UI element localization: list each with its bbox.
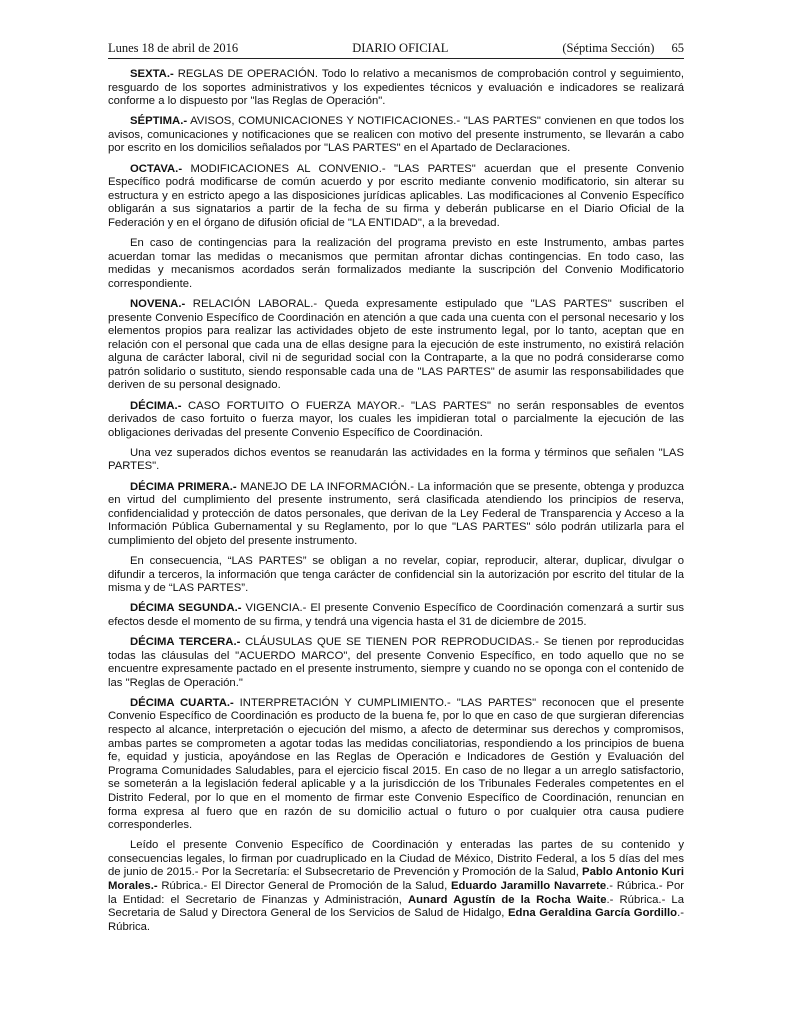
clause-heading: NOVENA.- [130, 297, 186, 310]
clause-text: AVISOS, COMUNICACIONES Y NOTIFICACIONES.- "LAS PARTES" convienen en que todos los avisos, comunicaciones y notificaciones que se realicen con motivo del presente instrumento, se llevarán a cabo por escrito en los domicilios señalados por "LAS PARTES" en el Apartado de Declaraciones. [108, 115, 684, 155]
signatory-name: Eduardo Jaramillo Navarrete [451, 880, 607, 893]
clause-text: CLÁUSULAS QUE SE TIENEN POR REPRODUCIDAS.- Se tienen por reproducidas todas las cláusulas del "ACUERDO MARCO", del presente Convenio Específico, en todo aquello que no se encuentre expresamente pactado en el presente instrumento, siempre y cuando no se oponga con el contenido de las "Reglas de Operación." [108, 635, 684, 689]
page-header [108, 41, 684, 59]
clause-heading: DÉCIMA CUARTA.- [130, 696, 234, 709]
clause-decima-cuarta [108, 697, 684, 833]
clause-heading: OCTAVA.- [130, 162, 183, 175]
signatory-name: Edna Geraldina García Gordillo [508, 907, 678, 920]
paragraph-consecuencia [108, 555, 684, 596]
paragraph-text: En consecuencia, “LAS PARTES” se obligan a no revelar, copiar, reproducir, alterar, duplicar, divulgar o difundir a terceros, la información que tenga carácter de confidencial sin la autorización por escrito del titular de la misma y de “LAS PARTES”. [108, 555, 684, 595]
clause-heading: SÉPTIMA.- [130, 115, 188, 128]
closing-text: .- Rúbrica.- La Secretaria de Salud y Directora General de los Servicios de Salud de Hidalgo, [108, 893, 684, 920]
clause-heading: DÉCIMA TERCERA.- [130, 635, 241, 648]
clause-decima [108, 400, 684, 441]
clause-text: VIGENCIA.- El presente Convenio Específico de Coordinación comenzará a surtir sus efectos desde el momento de su firma, y tendrá una vigencia hasta el 31 de diciembre de 2015. [108, 602, 685, 628]
header-date: Lunes 18 de abril de 2016 [108, 41, 239, 55]
clause-decima-tercera [108, 636, 684, 690]
clause-text: REGLAS DE OPERACIÓN. Todo lo relativo a mecanismos de comprobación control y seguimiento, resguardo de los soportes administrativos y los expedientes técnicos y evaluación e indicadores se realizará conforme a lo dispuesto por "las Reglas de Operación". [108, 68, 684, 108]
closing-text: .- Rúbrica. [108, 907, 684, 933]
clause-text: MODIFICACIONES AL CONVENIO.- "LAS PARTES" acuerdan que el presente Convenio Específico podrá modificarse de común acuerdo y por escrito mediante convenio modificatorio, sin alterar su estructura y en estricto apego a las disposiciones jurídicas aplicables. Las modificaciones al Convenio Específico obligarán a sus signatarios a partir de la fecha de su firma y deberán publicarse en el Diario Oficial de la Federación y en el órgano de difusión oficial de "LA ENTIDAD", a la brevedad. [108, 162, 684, 229]
clause-heading: DÉCIMA.- [130, 399, 182, 412]
header-right [562, 41, 684, 56]
document-page [108, 41, 684, 941]
clause-decima-primera [108, 481, 684, 549]
clause-heading: SEXTA.- [130, 68, 174, 80]
paragraph-contingencias [108, 237, 684, 291]
closing-text: Leído el presente Convenio Específico de Coordinación y enteradas las partes de su contenido y consecuencias legales, lo firman por cuadruplicado en la Ciudad de México, Distrito Federal, a los 5 días del mes de junio de 2015.- Por la Secretaría: el Subsecretario de Prevención y Promoción de la Salud, [108, 839, 684, 879]
clause-sexta [108, 68, 684, 109]
clause-heading: DÉCIMA PRIMERA.- [130, 480, 237, 493]
paragraph-text: Una vez superados dichos eventos se reanudarán las actividades en la forma y términos que señalen "LAS PARTES". [108, 446, 684, 473]
closing-text: .- Rúbrica.- Por la Entidad: el Secretario de Finanzas y Administración, [108, 880, 684, 906]
paragraph-eventos [108, 447, 684, 474]
document-body [108, 68, 684, 934]
clause-text: MANEJO DE LA INFORMACIÓN.- La información que se presente, obtenga y produzca en virtud del cumplimiento del presente instrumento, será clasificada atendiendo los principios de reserva, confidencialidad y protección de datos personales, que derivan de la Ley Federal de Transparencia y Acceso a la Información Pública Gubernamental y su Reglamento, por lo que "LAS PARTES" sólo podrán utilizarla para el cumplimiento del objeto del presente instrumento. [108, 480, 684, 547]
clause-text: INTERPRETACIÓN Y CUMPLIMIENTO.- "LAS PARTES" reconocen que el presente Convenio Específico de Coordinación es producto de la buena fe, por lo que en caso de que surgieran diferencias respecto al alcance, interpretación o ejecución del mismo, a afecto de determinar sus derechos y compromisos, ambas partes se comprometen a agotar todas las medidas conciliatorias, respondiendo a los principios de buena fe, equidad y justicia, apoyándose en las Reglas de Operación e Indicadores de Gestión y Evaluación del Programa Comunidades Saludables, para el ejercicio fiscal 2015. En caso de no llegar a un arreglo satisfactorio, se someterán a la legislación federal aplicable y a la jurisdicción de los Tribunales Federales competentes en el Distrito Federal, por lo que en el momento de firmar este Convenio Específico de Coordinación, renuncian en forma expresa al fuero que en razón de su domicilio actual o futuro o por cualquier otra causa pudiere corresponderles. [108, 696, 684, 832]
paragraph-text: En caso de contingencias para la realización del programa previsto en este Instrumento, ambas partes acuerdan tomar las medidas o mecanismos que permitan afrontar dichas contingencias. En todo caso, las medidas y mecanismos acordados serán formalizados mediante la suscripción del Convenio Modificatorio correspondiente. [108, 237, 684, 290]
clause-septima [108, 115, 684, 156]
clause-heading: DÉCIMA SEGUNDA.- [130, 602, 242, 615]
header-page-number: 65 [671, 41, 684, 55]
header-publication: DIARIO OFICIAL [352, 41, 449, 55]
clause-novena [108, 298, 684, 393]
clause-text: CASO FORTUITO O FUERZA MAYOR.- "LAS PARTES" no serán responsables de eventos derivados de caso fortuito o fuerza mayor, los cuales les impidieran total o parcialmente la ejecución de las obligaciones derivadas del presente Convenio Específico de Coordinación. [108, 399, 684, 439]
signatory-name: Pablo Antonio Kuri Morales.- [108, 866, 684, 893]
header-section: (Séptima Sección) [562, 41, 655, 55]
signatory-name: Aunard Agustín de la Rocha Waite [407, 893, 607, 906]
clause-decima-segunda [108, 602, 684, 629]
clause-text: RELACIÓN LABORAL.- Queda expresamente estipulado que "LAS PARTES" suscriben el presente Convenio Específico de Coordinación en atención a que cada una cuenta con el personal necesario y los elementos propios para realizar las actividades objeto de este instrumento legal, por lo tanto, aceptan que en relación con el personal que cada una de ellas designe para la ejecución de este instrumento, no existirá relación alguna de carácter laboral, civil ni de seguridad social con la Contraparte, a la que no podrá considerarse como patrón solidario o sustituto, siendo responsable cada una de "LAS PARTES" de asumir las responsabilidades que deriven de su personal designado. [108, 297, 684, 392]
clause-octava [108, 163, 684, 231]
closing-paragraph [108, 839, 684, 934]
closing-text: Rúbrica.- El Director General de Promoción de la Salud, [157, 880, 451, 893]
